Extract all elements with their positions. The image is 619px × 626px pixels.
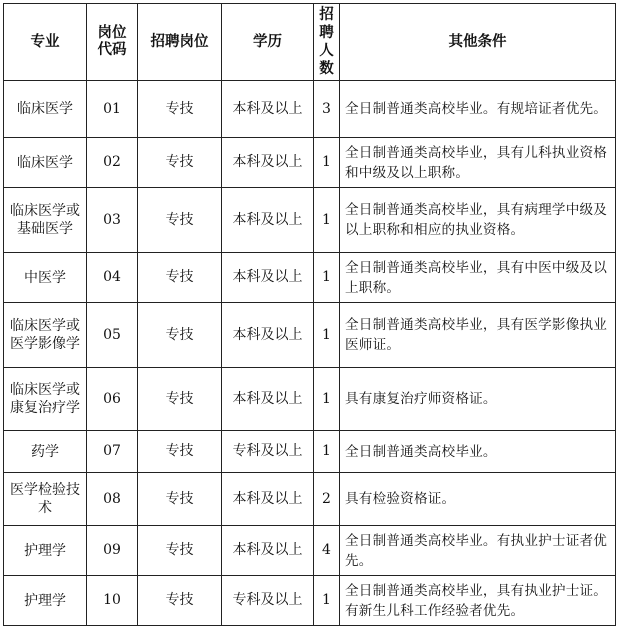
cell-education: 本科及以上 [222,188,314,253]
header-count-text: 招聘人数 [319,7,334,77]
table-row [4,303,616,368]
cell-major: 药学 [4,431,87,473]
header-code [87,4,138,81]
cell-count: 1 [314,576,340,626]
cell-position: 专技 [138,303,222,368]
cell-major: 临床医学 [4,138,87,188]
cell-code: 08 [87,473,138,526]
cell-code: 07 [87,431,138,473]
cell-position: 专技 [138,81,222,138]
cell-conditions: 具有康复治疗师资格证。 [340,368,616,431]
cell-major: 中医学 [4,253,87,303]
cell-count: 4 [314,526,340,576]
cell-count: 1 [314,431,340,473]
cell-conditions: 全日制普通类高校毕业，具有病理学中级及以上职称和相应的执业资格。 [340,188,616,253]
cell-code: 10 [87,576,138,626]
table-row [4,576,616,626]
cell-code: 04 [87,253,138,303]
cell-count: 1 [314,253,340,303]
table-row [4,188,616,253]
cell-conditions: 全日制普通类高校毕业。有执业护士证者优先。 [340,526,616,576]
cell-code: 09 [87,526,138,576]
header-count [314,4,340,81]
table-body [4,4,616,626]
cell-education: 本科及以上 [222,253,314,303]
cell-education: 本科及以上 [222,526,314,576]
cell-count: 1 [314,303,340,368]
header-position: 招聘岗位 [138,4,222,81]
header-conditions: 其他条件 [340,4,616,81]
recruitment-table [3,3,616,626]
cell-major: 临床医学或康复治疗学 [4,368,87,431]
cell-conditions: 具有检验资格证。 [340,473,616,526]
cell-code: 05 [87,303,138,368]
cell-conditions: 全日制普通类高校毕业，具有中医中级及以上职称。 [340,253,616,303]
cell-position: 专技 [138,253,222,303]
cell-count: 1 [314,368,340,431]
table-row [4,138,616,188]
cell-count: 3 [314,81,340,138]
cell-count: 1 [314,138,340,188]
cell-conditions: 全日制普通类高校毕业。 [340,431,616,473]
table-row [4,253,616,303]
cell-position: 专技 [138,431,222,473]
header-education: 学历 [222,4,314,81]
table-row [4,526,616,576]
cell-code: 01 [87,81,138,138]
cell-major: 医学检验技术 [4,473,87,526]
cell-conditions: 全日制普通类高校毕业，具有执业护士证。有新生儿科工作经验者优先。 [340,576,616,626]
cell-major: 临床医学或医学影像学 [4,303,87,368]
cell-position: 专技 [138,138,222,188]
cell-count: 1 [314,188,340,253]
cell-education: 本科及以上 [222,368,314,431]
table-row [4,368,616,431]
cell-major: 护理学 [4,576,87,626]
table-row [4,81,616,138]
cell-conditions: 全日制普通类高校毕业，具有儿科执业资格和中级及以上职称。 [340,138,616,188]
cell-education: 本科及以上 [222,81,314,138]
cell-position: 专技 [138,188,222,253]
cell-major: 临床医学或基础医学 [4,188,87,253]
table-header-row [4,4,616,81]
cell-code: 02 [87,138,138,188]
cell-conditions: 全日制普通类高校毕业。有规培证者优先。 [340,81,616,138]
cell-education: 本科及以上 [222,138,314,188]
header-code-text: 岗位代码 [97,25,127,58]
cell-position: 专技 [138,526,222,576]
cell-education: 专科及以上 [222,576,314,626]
cell-position: 专技 [138,576,222,626]
cell-code: 06 [87,368,138,431]
cell-conditions: 全日制普通类高校毕业，具有医学影像执业医师证。 [340,303,616,368]
cell-position: 专技 [138,368,222,431]
header-major: 专业 [4,4,87,81]
cell-major: 护理学 [4,526,87,576]
table-row [4,473,616,526]
table-row [4,431,616,473]
cell-position: 专技 [138,473,222,526]
cell-count: 2 [314,473,340,526]
cell-code: 03 [87,188,138,253]
cell-major: 临床医学 [4,81,87,138]
cell-education: 本科及以上 [222,303,314,368]
cell-education: 本科及以上 [222,473,314,526]
cell-education: 专科及以上 [222,431,314,473]
